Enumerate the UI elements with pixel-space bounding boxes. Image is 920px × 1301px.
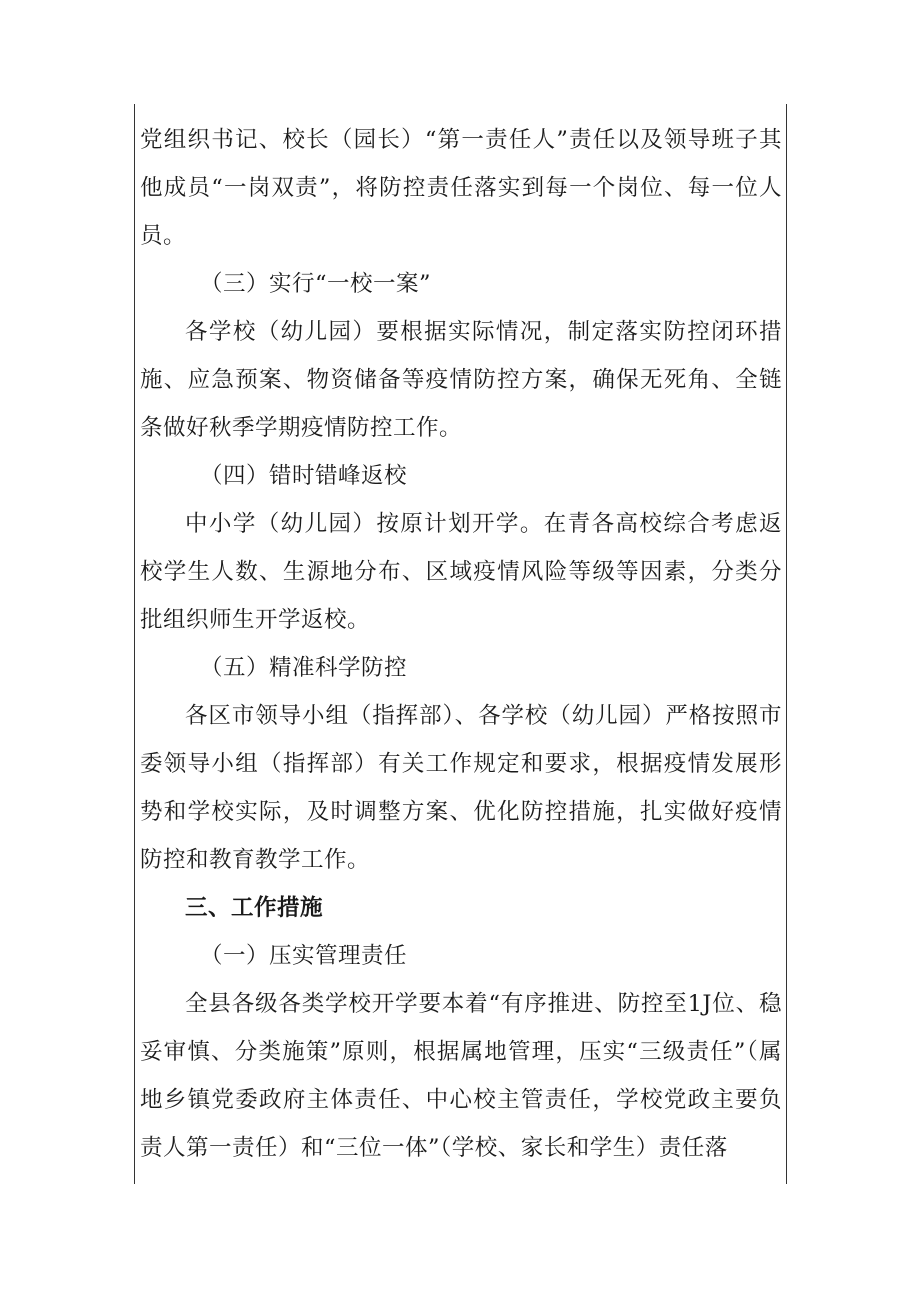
heading-staggered-return: （四）错时错峰返校 xyxy=(200,463,408,489)
table-border-right xyxy=(786,104,787,1184)
paragraph-control-measures: 各区市领导小组（指挥部）、各学校（幼儿园）严格按照市委领导小组（指挥部）有关工作规定和要求，根据疫情发展形势和学校实际，及时调整方案、优化防控措施，扎实做好疫情防控和教育教学工作。 xyxy=(140,703,782,873)
paragraph-school-plans: 各学校（幼儿园）要根据实际情况，制定落实防控闭环措施、应急预案、物资储备等疫情防控方案，确保无死角、全链条做好秋季学期疫情防控工作。 xyxy=(140,319,782,441)
table-border-left xyxy=(134,104,135,1184)
paragraph-return-schedule: 中小学（幼儿园）按原计划开学。在青各高校综合考虑返校学生人数、生源地分布、区域疫情风险等级等因素，分类分批组织师生开学返校。 xyxy=(140,511,782,633)
heading-work-measures: 三、工作措施 xyxy=(185,895,324,921)
paragraph-responsibility: 党组织书记、校长（园长）“第一责任人”责任以及领导班子其他成员“一岗双责”，将防控责任落实到每一个岗位、每一位人员。 xyxy=(140,127,782,249)
heading-one-school-one-plan: （三）实行“一校一案” xyxy=(200,271,432,297)
heading-management-responsibility: （一）压实管理责任 xyxy=(200,943,408,969)
document-body xyxy=(140,116,782,1172)
paragraph-principles: 全县各级各类学校开学要本着“有序推进、防控至1J位、稳妥审慎、分类施策”原则，根据属地管理，压实“三级责任”（属地乡镇党委政府主体责任、中心校主管责任，学校党政主要负责人第一责任）和“三位一体”（学校、家长和学生）责任落 xyxy=(140,991,782,1161)
heading-precise-control: （五）精准科学防控 xyxy=(200,655,408,681)
